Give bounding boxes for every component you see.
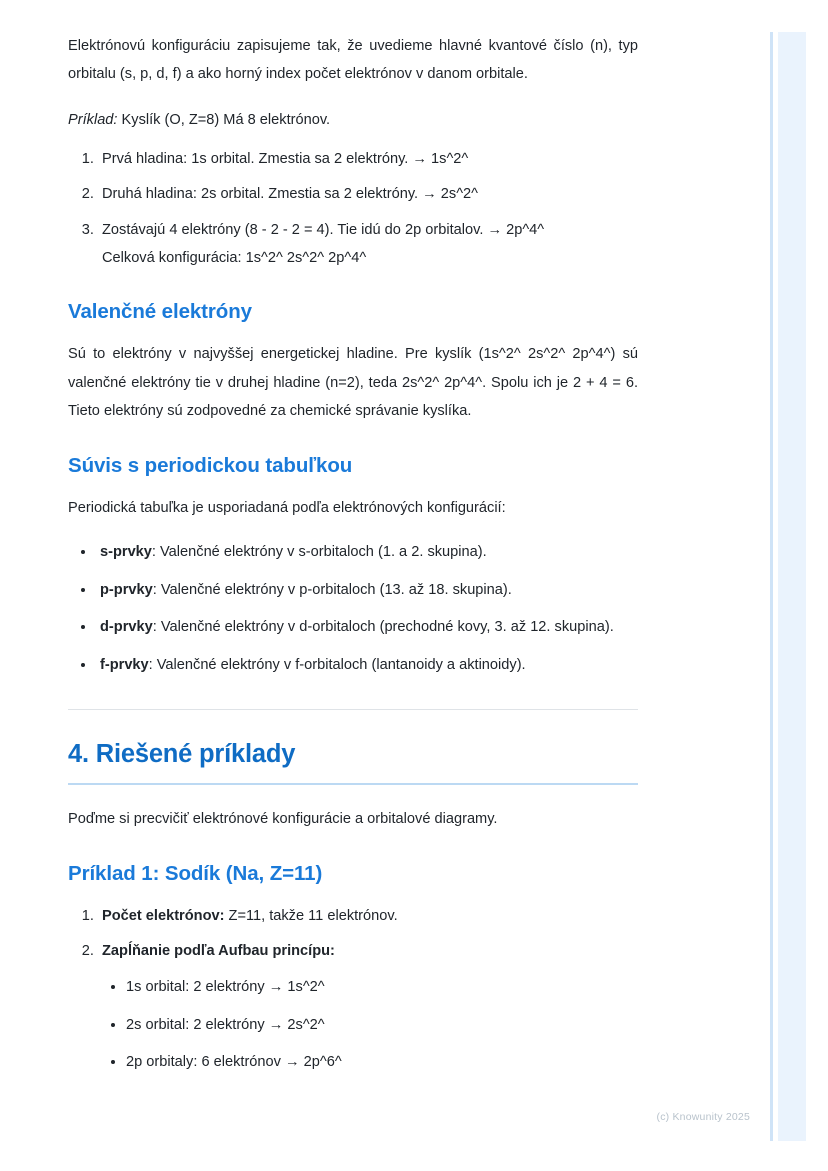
- section-heading-valence: Valenčné elektróny: [68, 300, 252, 324]
- section-heading-example1: Príklad 1: Sodík (Na, Z=11): [68, 861, 323, 885]
- list-item-text: : Valenčné elektróny v f-orbitaloch (lantanoidy a aktinoidy).: [148, 656, 526, 673]
- example1-substeps-list: [102, 973, 638, 1076]
- example1-steps-list: [68, 902, 638, 1077]
- list-item-text: : Valenčné elektróny v s-orbitaloch (1. a 2. skupina).: [151, 544, 487, 561]
- section-heading-solved: 4. Riešené príklady: [68, 740, 296, 769]
- list-item: 1. Prvá hladina: 1s orbital. Zmestia sa 2 elektróny. → 1s^2^: [98, 145, 638, 173]
- list-item-text: : Valenčné elektróny v p-orbitaloch (13. až 18. skupina).: [152, 581, 512, 598]
- example-lead: [68, 107, 638, 135]
- solved-paragraph: Poďme si precvičiť elektrónové konfigurácie a orbitalové diagramy.: [68, 811, 498, 828]
- list-item-text: Zostávajú 4 elektróny (8 - 2 - 2 = 4). Tie idú do 2p orbitalov. → 2p^4^: [102, 221, 545, 238]
- list-item: 2. Druhá hladina: 2s orbital. Zmestia sa 2 elektróny. → 2s^2^: [98, 180, 638, 208]
- page-edge-rule: [770, 32, 773, 1141]
- section-heading-periodic: Súvis s periodickou tabuľkou: [68, 453, 353, 477]
- list-item: [96, 538, 638, 566]
- list-item: [98, 216, 638, 273]
- list-item-term: d-prvky: [100, 619, 153, 636]
- example-steps-list: [68, 145, 638, 273]
- list-item: • 1s orbital: 2 elektróny → 1s^2^: [126, 973, 638, 1001]
- page-edge-decoration: [778, 32, 806, 1141]
- example-label: Príklad:: [68, 111, 118, 128]
- page-footer: (c) Knowunity 2025: [656, 1111, 750, 1123]
- section-divider: [68, 709, 638, 710]
- list-item-term: Zapĺňanie podľa Aufbau princípu:: [102, 942, 335, 959]
- valence-paragraph: Sú to elektróny v najvyššej energetickej hladine. Pre kyslík (1s^2^ 2s^2^ 2p^4^) sú valenčné elektróny tie v druhej hladine (n=2), teda 2s^2^ 2p^4^. Spolu ich je 2 + 4 = 6. Tieto elektróny sú zodpovedné za chemické správanie kyslíka.: [68, 346, 638, 420]
- list-item: [98, 902, 638, 930]
- example-text: Kyslík (O, Z=8) Má 8 elektrónov.: [117, 111, 331, 128]
- list-item-term: f-prvky: [100, 656, 149, 673]
- periodic-paragraph: Periodická tabuľka je usporiadaná podľa elektrónových konfigurácií:: [68, 499, 506, 516]
- list-item-subline: Celková konfigurácia: 1s^2^ 2s^2^ 2p^4^: [102, 249, 367, 266]
- intro-paragraph: Elektrónovú konfiguráciu zapisujeme tak, že uvedieme hlavné kvantové číslo (n), typ orbitalu (s, p, d, f) a ako horný index počet elektrónov v danom orbitale.: [68, 38, 638, 83]
- list-item-term: s-prvky: [100, 544, 152, 561]
- periodic-groups-list: [68, 538, 638, 679]
- section-heading-rule: [68, 783, 638, 785]
- list-item: [96, 651, 638, 679]
- list-item-text: : Valenčné elektróny v d-orbitaloch (prechodné kovy, 3. až 12. skupina).: [152, 619, 614, 636]
- list-item-term: p-prvky: [100, 581, 153, 598]
- list-item: [96, 613, 638, 641]
- list-item: • 2s orbital: 2 elektróny → 2s^2^: [126, 1011, 638, 1039]
- list-item: [98, 937, 638, 1077]
- list-item: • 2p orbitaly: 6 elektrónov → 2p^6^: [126, 1048, 638, 1076]
- document-body: [68, 32, 638, 1099]
- list-item-term: Počet elektrónov:: [102, 907, 225, 924]
- list-item-text: Z=11, takže 11 elektrónov.: [224, 907, 398, 924]
- list-item: [96, 576, 638, 604]
